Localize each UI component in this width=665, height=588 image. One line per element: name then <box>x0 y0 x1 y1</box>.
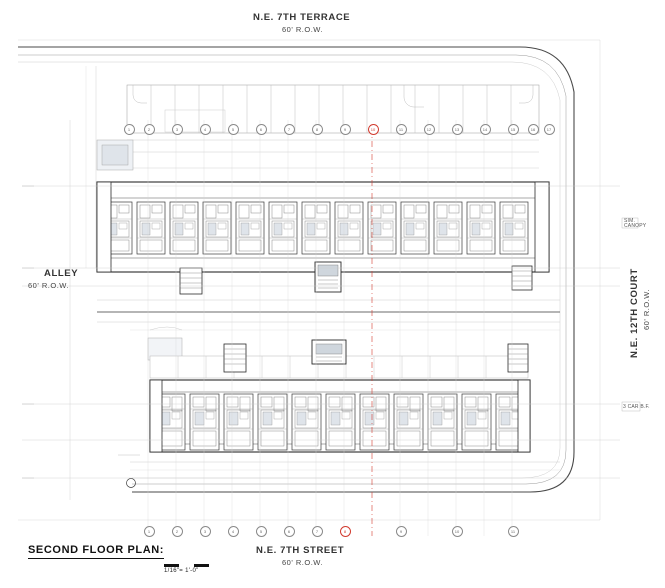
grid-bubble-bottom-8: 8 <box>340 526 351 537</box>
grid-bubble-top-15: 15 <box>508 124 519 135</box>
grid-bubble-top-8: 8 <box>312 124 323 135</box>
grid-bubble-top-13: 13 <box>452 124 463 135</box>
street-label-west: ALLEY <box>44 268 79 279</box>
street-row-south: 60' R.O.W. <box>282 558 324 567</box>
page-title-text: SECOND FLOOR PLAN: <box>28 544 164 559</box>
grid-bubble-top-1: 1 <box>124 124 135 135</box>
grid-bubble-bottom-4: 4 <box>228 526 239 537</box>
grid-bubble-top-17: 17 <box>544 124 555 135</box>
grid-bubble-bottom-2: 2 <box>172 526 183 537</box>
scale-note: 1/16"= 1'-0" <box>164 568 199 574</box>
grid-bubble-top-16: 16 <box>528 124 539 135</box>
grid-bubble-top-6: 6 <box>256 124 267 135</box>
grid-bubble-top-5: 5 <box>228 124 239 135</box>
grid-bubble-top-11: 11 <box>396 124 407 135</box>
grid-bubble-bottom-6: 6 <box>284 526 295 537</box>
grid-bubble-bottom-11: 11 <box>508 526 519 537</box>
grid-bubble-top-4: 4 <box>200 124 211 135</box>
grid-bubble-bottom-7: 7 <box>312 526 323 537</box>
grid-bubble-bottom-9: 9 <box>396 526 407 537</box>
grid-bubble-bottom-10: 10 <box>452 526 463 537</box>
callout-east-lower: 3 CAR B.F. <box>623 404 650 410</box>
scale-bar <box>164 564 224 567</box>
callout-east-upper: SIM. CANOPY <box>624 218 647 229</box>
street-label-east: N.E. 12TH COURT <box>629 268 640 358</box>
street-row-north: 60' R.O.W. <box>282 25 324 34</box>
grid-bubble-top-2: 2 <box>144 124 155 135</box>
grid-bubble-top-12: 12 <box>424 124 435 135</box>
grid-bubble-top-10: 10 <box>368 124 379 135</box>
grid-bubble-top-9: 9 <box>340 124 351 135</box>
grid-bubble-top-7: 7 <box>284 124 295 135</box>
street-label-north: N.E. 7TH TERRACE <box>253 12 351 23</box>
street-row-west: 60' R.O.W. <box>28 281 70 290</box>
grid-bubble-bottom-1: 1 <box>144 526 155 537</box>
grid-bubble-top-3: 3 <box>172 124 183 135</box>
street-label-south: N.E. 7TH STREET <box>256 545 345 556</box>
grid-bubble-bottom-3: 3 <box>200 526 211 537</box>
street-row-east: 60' R.O.W. <box>642 288 651 330</box>
page-title <box>28 544 164 556</box>
grid-bubble-bottom-5: 5 <box>256 526 267 537</box>
grid-bubble-top-14: 14 <box>480 124 491 135</box>
